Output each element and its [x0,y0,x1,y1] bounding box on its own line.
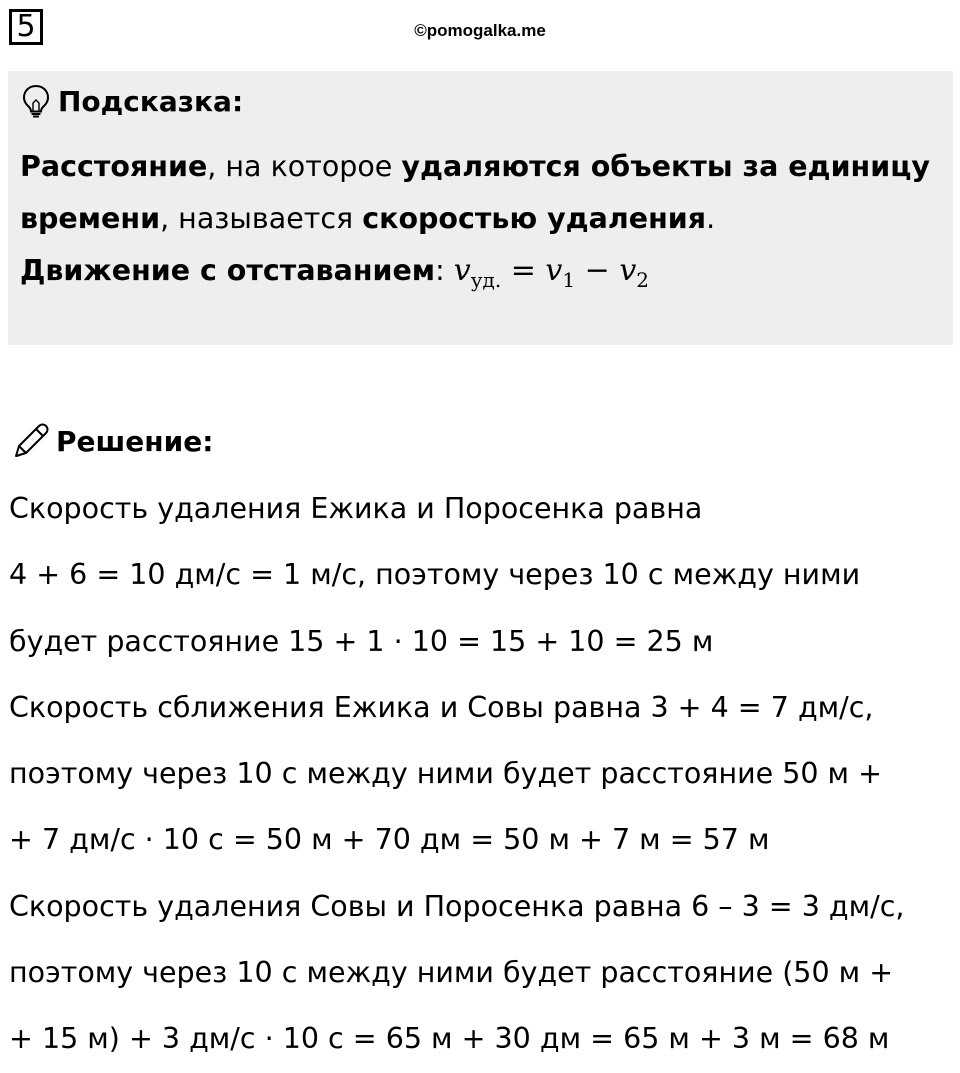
hint-term-distance: Расстояние [20,150,208,183]
hint-text: , называется [160,202,363,235]
hint-heading [22,79,243,123]
formula-sub-ud: уд. [470,268,502,292]
solution-line: 4 + 6 = 10 дм/с = 1 м/с, поэтому через 10 с между ними [9,558,861,592]
hint-text: . [706,202,716,235]
hint-title: Подсказка: [58,84,244,118]
hint-line-1 [20,141,940,193]
solution-line: Скорость удаления Ежика и Поросенка равна [9,492,703,525]
task-number: 5 [16,9,36,44]
site-credit: ©pomogalka.me [414,21,546,40]
hint-term-time: времени [20,202,161,235]
hint-box [8,71,953,345]
formula-sub-2: 2 [636,268,649,292]
formula-minus: − [575,253,620,288]
hint-term-objects: удаляются объекты за единицу [401,150,930,183]
solution-line: Скорость сближения Ежика и Совы равна 3 + 4 = 7 дм/с, [9,690,874,724]
solution-line: Скорость удаления Совы и Поросенка равна 6 – 3 = 3 дм/с, [9,889,905,923]
solution-heading [10,418,213,464]
solution-line: + 15 м) + 3 дм/с · 10 с = 65 м + 30 дм = 65 м + 3 м = 68 м [9,1022,890,1056]
pencil-icon [10,420,52,462]
hint-term-lagging: Движение с отставанием [20,254,436,287]
formula-v: v [453,253,471,288]
hint-text: , на которое [207,150,402,183]
hint-body [20,141,940,306]
formula-eq: = [501,253,546,288]
hint-line-2 [20,193,940,245]
hint-term-speed: скоростью удаления [362,202,707,235]
formula-v1: v [545,253,563,288]
solution-line: будет расстояние 15 + 1 · 10 = 15 + 10 = 25 м [9,624,714,658]
solution-line: поэтому через 10 с между ними будет расстояние 50 м + [9,757,882,791]
formula-sub-1: 1 [562,268,576,292]
solution-title: Решение: [56,424,214,458]
solution-text [9,476,954,1073]
formula-v2: v [619,253,637,288]
solution-line: поэтому через 10 с между ними будет расстояние (50 м + [9,956,894,990]
solution-line: + 7 дм/с · 10 с = 50 м + 70 дм = 50 м + 7 м = 57 м [9,823,770,857]
hint-formula [453,253,649,292]
hint-text: : [435,254,454,287]
hint-line-3 [20,245,940,306]
lightbulb-icon [22,84,50,118]
